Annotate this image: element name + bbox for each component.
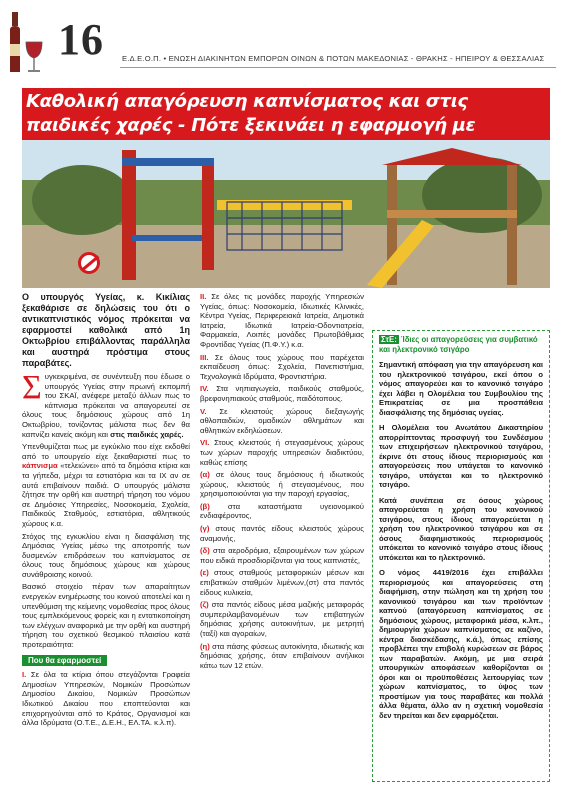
subitem-text: στους σταθμούς μεταφορικών μέσων και επιβατικών σταθμών λιμένων,(στ) στα παντός είδους κυλικεία,	[200, 568, 364, 597]
subitem-letter: (β)	[200, 501, 210, 511]
item-number: VI.	[200, 438, 210, 448]
item-text: Στους κλειστούς ή στεγασμένους χώρους των χώρων παροχής υπηρεσιών διαδικτύου, καθώς επίσης	[200, 438, 364, 467]
sidebar-heading-text: Ίδιες οι απαγορεύσεις για συμβατικό και ηλεκτρονικό τσιγάρο	[379, 335, 538, 354]
subitem-letter: (δ)	[200, 546, 210, 556]
drop-cap: Σ	[22, 369, 42, 406]
subitem-text: σε όλους τους δημόσιους ή ιδιωτικούς χώρους, κλειστούς ή στεγασμένους, που χρησιμοποιούνται για την παροχή εργασίας,	[200, 470, 364, 499]
no-smoking-icon	[78, 252, 100, 274]
sidebar-paragraph: Κατά συνέπεια σε όσους χώρους απαγορεύεται η χρήση του κανονικού τσιγάρου, στους ίδιους απαγορεύεται η χρήση του ηλεκτρονικού τσιγάρου και σε όσους διαφημιστικούς περιορισμούς υπόκειται το κανονικό τσιγάρο στους ίδιους υπόκειται και το ηλεκτρονικό.	[379, 495, 543, 562]
article-title: Καθολική απαγόρευση καπνίσματος και στις παιδικές χαρές - Πότε ξεκινάει η εφαρμογή με	[22, 88, 550, 140]
item-text: Σε όλους τους χώρους που παρέχεται εκπαίδευση όπως: Σχολεία, Πανεπιστήμια, Τεχνολογικά Ιδρύματα, Φροντιστήρια.	[200, 352, 365, 381]
item-number: IV.	[200, 384, 209, 394]
highlight-red-text: κάπνισμα	[22, 461, 58, 471]
sidebar-paragraph: Ο νόμος 4419/2016 έχει επιβάλλει περιορισμούς και απαγορεύσεις στη διαφήμιση, στην πώληση και τη χρήση του κανονικού τσιγάρου και των προϊόντων καπνού (απαγόρευση καπνίσματος σε δημόσιους χώρους, μεταφορικά μέσα, κ.λπ., δημιουργία χώρων καπνίσματος σε καζίνο, κέντρα διασκέδασης, κ.ά.), όπως επίσης προβλέπει την επιβολή κυρώσεων σε βάρος των παραβατών. Ακόμη, με μια σειρά υπουργικών αποφάσεων καθορίζονται οι όροι και οι προϋποθέσεις λειτουργίας των χώρων καπνίσματος, το ύψος των προστίμων για τους παραβάτες και πολλά άλλα θέματα, άλλο αν η σχετική νομοθεσία δεν τηρείται και δεν εφαρμόζεται.	[379, 568, 543, 720]
subitem-text: στους παντός είδους κλειστούς χώρους αναμονής,	[200, 524, 364, 543]
paragraph-text: Βασικό στοιχείο πέραν των απαραίτητων ενεργειών ενημέρωσης του κοινού αποτελεί και η υπενθύμιση της κείμενης νομοθεσίας προς όλους τους εμπλεκόμενους φορείς και η εντατικοποίηση των ελέγχων αναφορικά με την ορθή και αυστηρή τήρηση του σχετικού θεσμικού πλαισίου κατά προτεραιότητα:	[22, 582, 190, 650]
sidebar-heading	[379, 335, 543, 355]
paragraph-text: υγκεκριμένα, σε συνέντευξη που έδωσε ο υπουργός Υγείας στην πρωινή εκπομπή του ΣΚΑΪ, ανέφερε μεταξύ άλλων πως το κάπνισμα πρόκειται να απαγορευτεί σε όλους τους δημόσιους χώρους από 1η Οκτωβρίου, τονίζοντας μάλιστα πως δεν θα καπνίζει κανείς ακόμη και	[22, 372, 190, 439]
article-column-2	[200, 292, 364, 673]
paragraph-text: «τελειώνει» από τα δημόσια κτίρια και τα γήπεδα, μέχρι τα εστιατόρια και τα ΙΧ αν σε αυτά επιβαίνουν παιδιά. Ο υπουργός μάλιστα ζήτησε την ορθή και αυστηρή τήρηση του νόμου σε Δημόσιες Υπηρεσίες, Νοσοκομεία, Σχολεία, Παιδικούς Σταθμούς, εστιατόρια, αθλητικούς χώρους κ.α.	[22, 461, 190, 528]
sidebar-paragraph: Η Ολομέλεια του Ανωτάτου Δικαστηρίου απορρίπτοντας προσφυγή του Συνδέσμου των επιχειρήσεων ηλεκτρονικού τσιγάρου, έκρινε ότι στους ίδιους περιορισμούς και απαγορεύσεις που υπάγεται το κανονικό τσιγάρο, υπάγεται και το ηλεκτρονικό τσιγάρο.	[379, 423, 543, 489]
page-header	[0, 0, 567, 80]
subitem-letter: (γ)	[200, 524, 210, 534]
item-number: I.	[22, 670, 27, 680]
subheading: Που θα εφαρμοστεί	[22, 655, 107, 667]
item-text: Σε κλειστούς χώρους διεξαγωγής αθλοπαιδιών, ομαδικών αθλημάτων και αθλητικών εκδηλώσεων.	[200, 406, 364, 435]
subitem-letter: (α)	[200, 470, 210, 480]
header-divider	[120, 67, 556, 68]
article-column-1	[22, 292, 190, 731]
page-number: 16	[58, 15, 104, 64]
paragraph-text: Υπενθυμίζεται πως με εγκύκλιο που είχε εκδοθεί από το υπουργείο είχε ξεκαθαριστεί πως το	[22, 442, 190, 461]
subitem-text: στα καταστήματα υγειονομικού ενδιαφέροντος,	[200, 501, 365, 521]
subitem-text: στα πάσης φύσεως αυτοκίνητα, ιδιωτικής και δημόσιας χρήσης, όταν επιβαίνουν ανήλικοι κάτω των 12 ετών.	[200, 641, 364, 670]
article-lead: Ο υπουργός Υγείας, κ. Κικίλιας ξεκαθάρισε σε δηλώσεις του ότι ο αντικαπνιστικός νόμος πρόκειται να εφαρμοστεί καθολικά από 1η Οκτωβρίου επιβάλλοντας παράλληλα και αυστηρά πρόστιμα στους παραβάτες.	[22, 292, 190, 368]
item-number: II.	[200, 292, 207, 301]
magazine-line: Ε.Δ.Ε.Ο.Π. • ΕΝΩΣΗ ΔΙΑΚΙΝΗΤΩΝ ΕΜΠΟΡΩΝ ΟΙΝΩΝ & ΠΟΤΩΝ ΜΑΚΕΔΟΝΙΑΣ - ΘΡΑΚΗΣ - ΗΠΕΙΡΟΥ & ΘΕΣΣΑΛΙΑΣ	[122, 54, 545, 63]
sidebar-tag: ΣτΕ:	[381, 335, 397, 344]
item-number: V.	[200, 406, 207, 416]
subitem-text: στα παντός είδους μέσα μαζικής μεταφοράς συμπεριλαμβανομένων των επιβατηγών δημόσιας χρήσης αυτοκινήτων, με μετρητή (ταξί) και αγοραίων,	[200, 600, 364, 638]
paragraph-text: Στόχος της εγκυκλίου είναι η διασφάλιση της Δημόσιας Υγείας μέσω της αποτροπής των δυσμενών επιδράσεων του καπνίσματος σε όλους τους δημόσιους χώρους και χώρους συνάθροισης κοινού.	[22, 531, 190, 579]
subitem-letter: (ε)	[200, 568, 209, 578]
item-text: Σε όλες τις μονάδες παροχής Υπηρεσιών Υγείας, όπως: Νοσοκομεία, Ιδιωτικές Κλινικές, Κέντρα Υγείας, Περιφερειακά Ιατρεία, Δημοτικά Ιατρεία, Ιδιωτικά Ιατρεία-Οδοντιατρεία, Φαρμακεία, Λοιπές μονάδες Πρωτοβάθμιας Φροντίδας Υγείας (Π.Φ.Υ.) κ.α.	[200, 292, 364, 349]
wine-bottle-glass-logo-icon	[8, 12, 48, 74]
subitem-letter: (η)	[200, 641, 210, 651]
subitem-letter: (ζ)	[200, 600, 209, 610]
playground-photo	[22, 140, 550, 288]
sidebar-box	[372, 330, 550, 782]
sidebar-paragraph: Σημαντική απόφαση για την απαγόρευση και του ηλεκτρονικού τσιγάρου, εκεί όπου ο νόμος απαγορεύει και το κανονικό τσιγάρο έχει λάβει η Ολομέλεια του Συμβουλίου της Επικρατείας σε μια προσπάθεια διασφάλισης της δημόσιας υγείας.	[379, 360, 543, 417]
item-text: Σε όλα τα κτίρια όπου στεγάζονται Γραφεία Δημοσίων Υπηρεσιών, Νομικών Προσώπων Δημοσίου Δικαίου, Νομικών Προσώπων Ιδιωτικού Δικαίου που εποπτεύονται και επιχορηγούνται από το Κράτος, Οργανισμοί και άλλα Ιδρύματα (Ο.Τ.Ε., Δ.Ε.Η., ΕΛ.ΤΑ. κ.λ.π).	[22, 670, 190, 728]
item-number: III.	[200, 352, 209, 362]
highlight-text: στις παιδικές χαρές.	[110, 429, 184, 439]
subitem-text: στα αεροδρόμια, εξαιρουμένων των χώρων που ειδικά προσδιορίζονται για τους καπνιστές,	[200, 546, 364, 565]
item-text: Στα νηπιαγωγεία, παιδικούς σταθμούς, βρεφονηπιακούς σταθμούς, παιδότοπους.	[200, 384, 364, 403]
